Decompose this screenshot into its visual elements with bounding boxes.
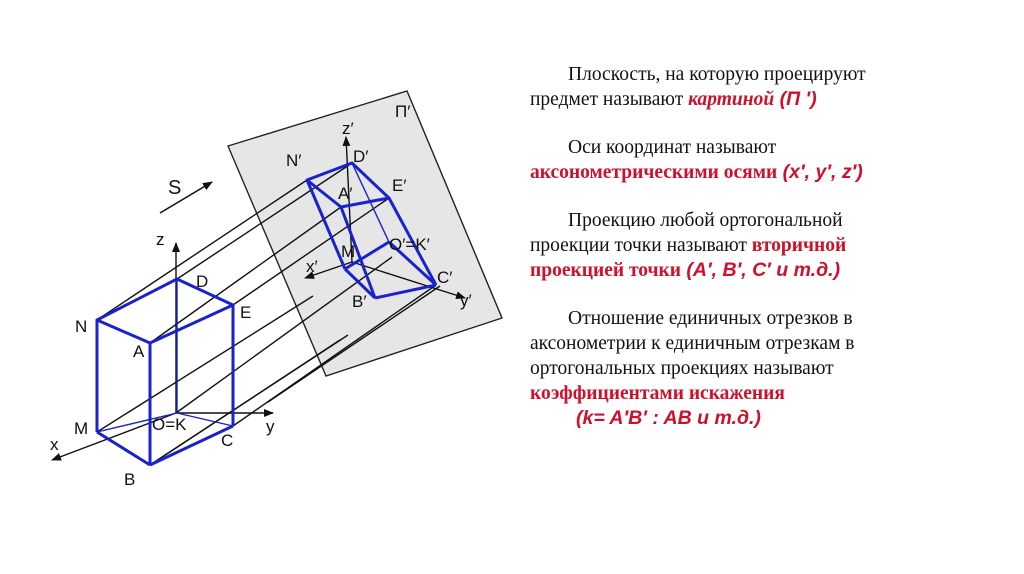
term-distortion: коэффициентами искажения — [530, 383, 785, 404]
label-OK-prime: O′=K′ — [389, 235, 430, 254]
label-y: y — [266, 417, 275, 436]
p4-line3: ортогональных проекциях называют — [530, 358, 834, 379]
label-B: B — [124, 470, 136, 489]
term-secondary-b: проекцией точки — [530, 260, 681, 281]
label-y-prime: y′ — [460, 291, 472, 310]
label-plane: П′ — [395, 102, 411, 121]
original-box-hidden — [97, 279, 233, 432]
label-N-prime: N′ — [286, 151, 302, 170]
label-A-prime: A′ — [338, 184, 353, 203]
definitions-text — [530, 62, 1000, 431]
symbol-secondary: (A′, B′, C′ и т.д.) — [681, 259, 841, 281]
definition-secondary-projection — [530, 208, 1000, 283]
label-E: E — [240, 303, 252, 322]
symbol-picture: (П ′) — [774, 88, 817, 110]
definition-axes — [530, 135, 1000, 185]
label-x-prime: x′ — [306, 257, 318, 276]
p1-line1: Плоскость, на которую проецируют — [568, 64, 866, 85]
picture-plane — [228, 91, 502, 376]
p2-line1: Оси координат называют — [568, 137, 777, 158]
label-z-prime: z′ — [342, 119, 354, 138]
label-direction-s: S — [168, 177, 182, 199]
p4-line1: Отношение единичных отрезков в — [568, 308, 853, 329]
p4-line2: аксонометрии к единичным отрезкам в — [530, 333, 855, 354]
label-z: z — [156, 230, 165, 249]
label-N: N — [75, 317, 88, 336]
p1-line2: предмет называют — [530, 89, 689, 110]
definition-picture — [530, 62, 1000, 112]
p3-line2: проекции точки называют — [530, 235, 752, 256]
term-axes: аксонометрическими осями — [530, 162, 778, 183]
label-M: M — [74, 419, 89, 438]
label-E-prime: E′ — [392, 176, 407, 195]
label-D-prime: D′ — [353, 147, 369, 166]
label-C: C — [221, 431, 234, 450]
label-M-projected: M — [341, 242, 356, 261]
label-B-prime: B′ — [352, 292, 367, 311]
distortion-formula: (k= A′B′ : AB и т.д.) — [576, 407, 761, 429]
label-C-prime: C′ — [437, 268, 453, 287]
symbol-axes: (x′, y′, z′) — [777, 161, 863, 183]
label-OK: O=K — [152, 415, 187, 434]
label-A: A — [133, 342, 145, 361]
label-D: D — [196, 272, 209, 291]
p3-line1: Проекцию любой ортогональной — [568, 210, 843, 231]
definition-distortion — [530, 306, 1000, 406]
term-secondary-a: вторичной — [751, 235, 847, 256]
label-x: x — [50, 435, 59, 454]
term-picture: картиной — [688, 89, 775, 110]
